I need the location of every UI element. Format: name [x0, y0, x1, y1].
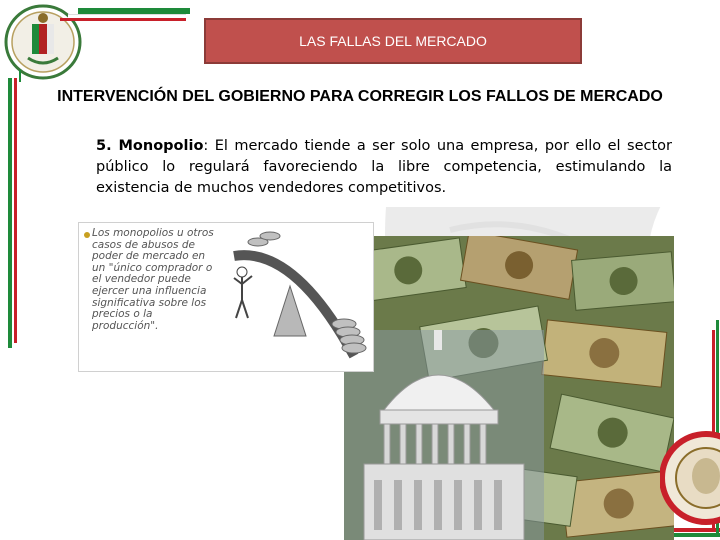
capitol-building-icon — [344, 330, 544, 540]
scale-balance-icon — [224, 226, 370, 370]
monopoly-quote: Los monopolios u otros casos de abusos de poder de mercado en un "único comprador o el vendedor puede ejercer una influencia significativa sobre los precios o la producción". — [92, 227, 214, 332]
slide-title: LAS FALLAS DEL MERCADO — [299, 33, 487, 49]
bullet-icon — [84, 232, 90, 238]
body-text: : El mercado tiende a ser solo una empresa, por ello el sector público lo regulará favoreciendo la libre competencia, estimulando la existencia de muchos vendedores competitivos. — [96, 138, 672, 196]
body-lead: 5. Monopolio — [96, 138, 204, 154]
body-paragraph — [90, 128, 672, 207]
decor-line-red-top — [60, 18, 186, 21]
decor-line-green-left — [8, 78, 12, 348]
decor-line-red-left — [14, 78, 17, 343]
slide-title-box — [204, 18, 582, 64]
slide-heading: INTERVENCIÓN DEL GOBIERNO PARA CORREGIR LOS FALLOS DE MERCADO — [57, 88, 663, 105]
university-seal-icon — [660, 428, 720, 532]
decor-line-green-left-2 — [19, 70, 21, 82]
